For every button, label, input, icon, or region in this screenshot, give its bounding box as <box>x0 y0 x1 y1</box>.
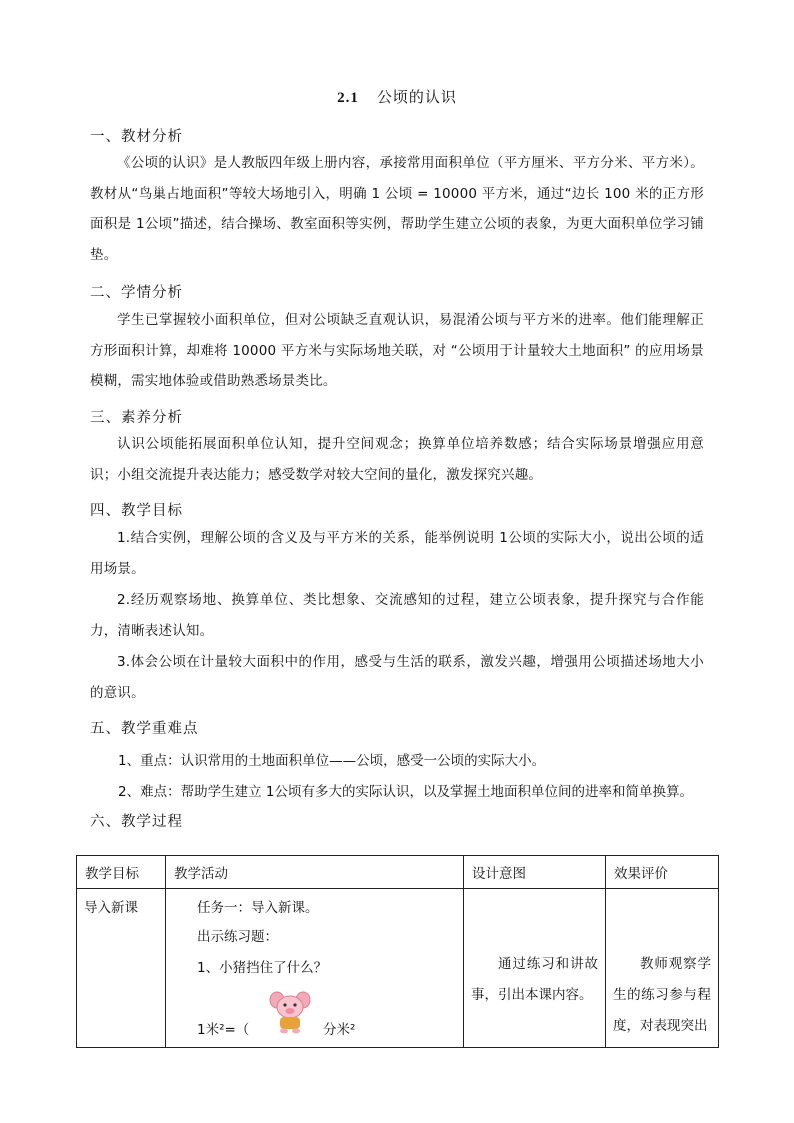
heading-literacy-analysis: 三、素养分析 <box>90 410 183 426</box>
heading-textbook-analysis: 一、教材分析 <box>90 129 183 145</box>
goal-text: 导入新课 <box>84 900 138 916</box>
formula-left: 1米²=（ <box>197 1022 250 1038</box>
evaluation-text: 教师观察学生的练习参与程度，对表现突出 <box>613 956 711 1034</box>
goal-item-2: 2.经历观察场地、换算单位、类比想象、交流感知的过程，建立公顷表象，提升探究与合作能力，清晰表述认知。 <box>90 592 704 639</box>
cell-evaluation <box>606 889 719 1048</box>
teaching-process-table <box>76 855 719 1048</box>
heading-teaching-process: 六、教学过程 <box>90 814 183 830</box>
cell-goal <box>77 889 166 1048</box>
header-goal: 教学目标 <box>77 856 166 889</box>
header-design: 设计意图 <box>464 856 606 889</box>
heading-student-analysis: 二、学情分析 <box>90 285 183 301</box>
formula-right: 分米² <box>323 1022 356 1038</box>
heading-key-points: 五、教学重难点 <box>90 721 199 737</box>
textbook-analysis-text: 《公顷的认识》是人教版四年级上册内容，承接常用面积单位（平方厘米、平方分米、平方米）。教材从“鸟巢占地面积”等较大场地引入，明确 1 公顷 = 10000 平方米，通过“边长 100 米的正方形面积是 1公顷”描述，结合操场、教室面积等实例，帮助学生建立公顷的表象，为更大面积单位学习铺垫。 <box>90 155 704 263</box>
student-analysis-text: 学生已掌握较小面积单位，但对公顷缺乏直观认识，易混淆公顷与平方米的进率。他们能理解正方形面积计算，却难将 10000 平方米与实际场地关联，对 “公顷用于计量较大土地面积” 的应用场景模糊，需实地体验或借助熟悉场景类比。 <box>90 312 704 389</box>
page-title <box>0 86 794 107</box>
cell-activity <box>166 889 464 1048</box>
table-row <box>77 889 719 1048</box>
activity-line-3: 1、小猪挡住了什么？ <box>197 960 328 976</box>
activity-line-1: 任务一：导入新课。 <box>197 900 319 916</box>
difficult-point-text: 2、难点：帮助学生建立 1公顷有多大的实际认识，以及掌握土地面积单位间的进率和简单换算。 <box>118 784 693 800</box>
title-text: 公顷的认识 <box>376 88 457 106</box>
literacy-analysis-text: 认识公顷能拓展面积单位认知，提升空间观念；换算单位培养数感；结合实际场景增强应用意识；小组交流提升表达能力；感受数学对较大空间的量化，激发探究兴趣。 <box>90 436 704 483</box>
design-text: 通过练习和讲故事，引出本课内容。 <box>471 956 598 1003</box>
goal-item-3: 3.体会公顷在计量较大面积中的作用，感受与生活的联系，激发兴趣，增强用公顷描述场地大小的意识。 <box>90 654 704 701</box>
header-activity: 教学活动 <box>166 856 464 889</box>
header-evaluation: 效果评价 <box>606 856 719 889</box>
cell-design <box>464 889 606 1048</box>
activity-line-2: 出示练习题： <box>197 929 278 945</box>
table-header-row <box>77 856 719 889</box>
key-point-text: 1、重点：认识常用的土地面积单位——公顷，感受一公顷的实际大小。 <box>118 753 546 769</box>
goal-item-1: 1.结合实例，理解公顷的含义及与平方米的关系，能举例说明 1公顷的实际大小，说出公顷的适用场景。 <box>90 530 704 577</box>
heading-teaching-goals: 四、教学目标 <box>90 503 183 519</box>
pig-icon <box>267 990 313 1034</box>
section-number: 2.1 <box>337 90 359 106</box>
